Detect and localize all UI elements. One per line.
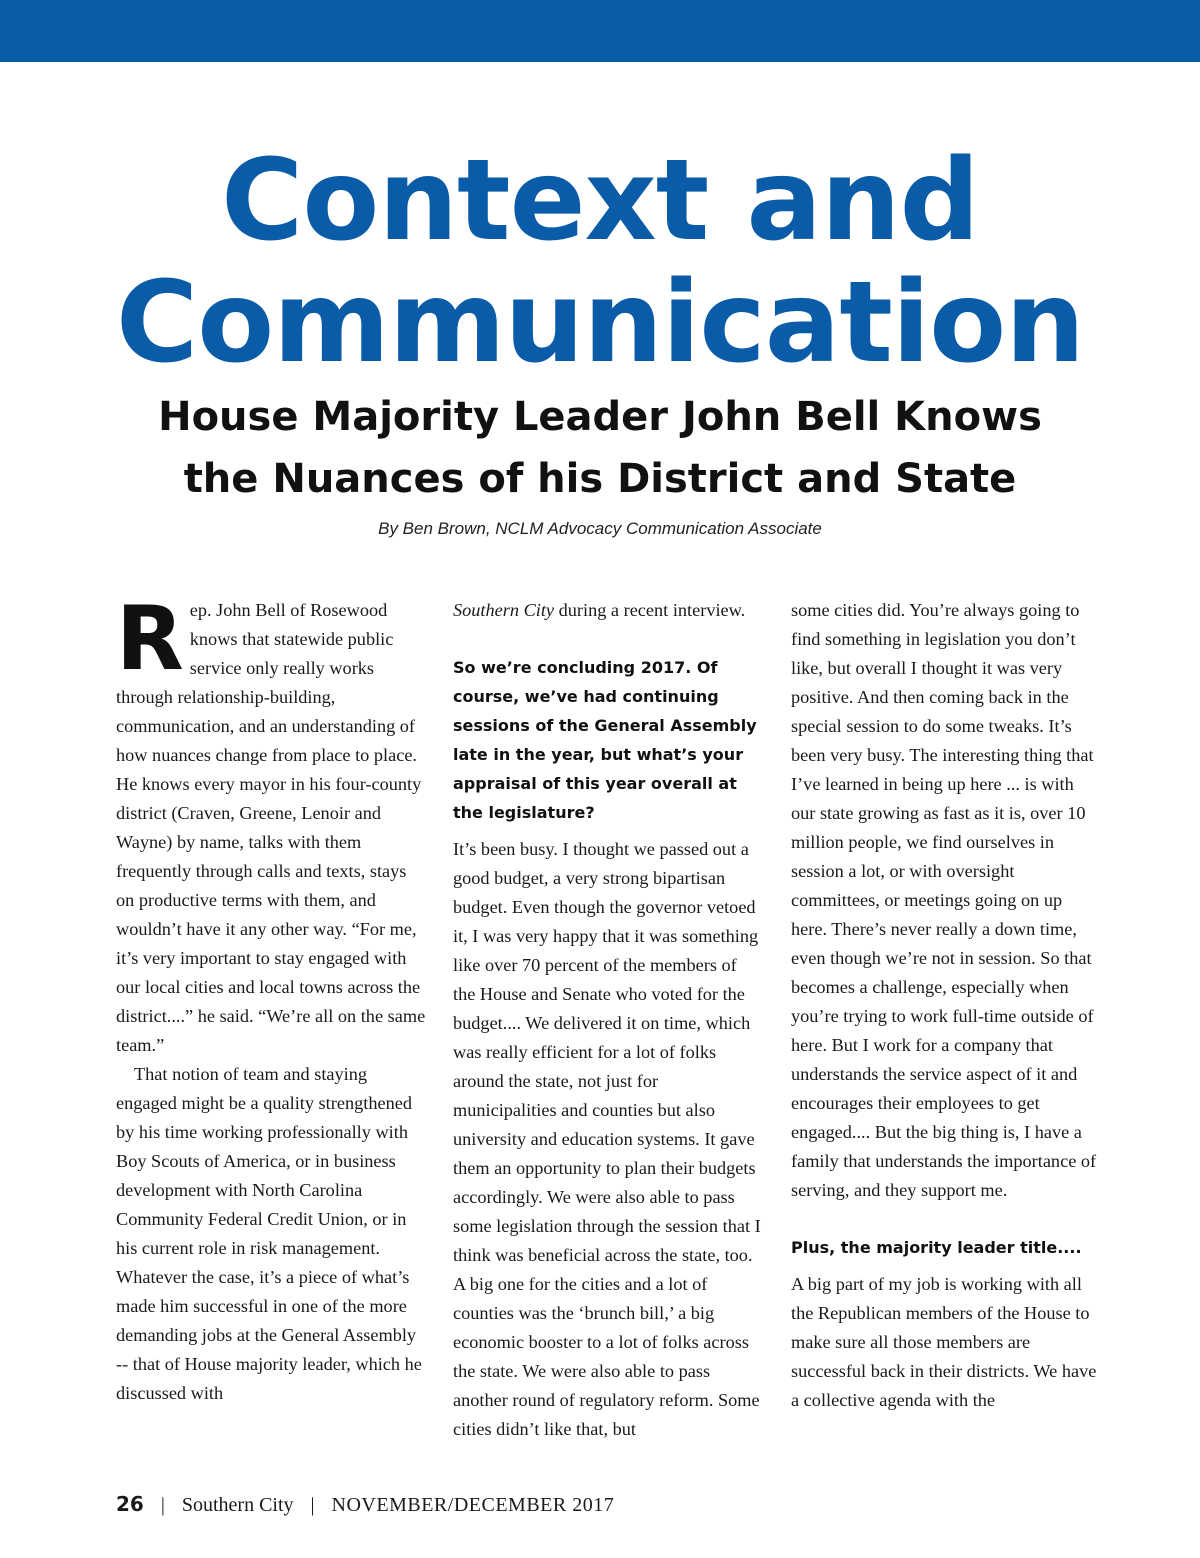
article-column-1 [116,587,426,1408]
byline: By Ben Brown, NCLM Advocacy Communication Associate [378,519,822,538]
interview-answer: some cities did. You’re always going to find something in legislation you don’t like, but overall I thought it was very positive. And then coming back in the special session to do some tweaks. It’s been very busy. The interesting thing that I’ve learned in being up here ... is with our state growing as fast as it is, over 10 million people, we find ourselves in session a lot, or with oversight committees, or meetings going on up here. There’s never really a down time, even though we’re not in session. So that becomes a challenge, especially when you’re trying to work full-time outside of here. But I work for a company that understands the service aspect of it and encourages their employees to get engaged.... But the big thing is, I have a family that understands the importance of serving, and they support me. [791,600,1097,1200]
subtitle-line-2: the Nuances of his District and State [183,456,1017,502]
intro-text: ep. John Bell of Rosewood knows that statewide public service only really works through relationship-building, communication, and an understanding of how nuances change from place to place. He knows every mayor in his four-county district (Craven, Greene, Lenoir and Wayne) by name, talks with them frequently through calls and texts, stays on productive terms with them, and wouldn’t have it any other way. “For me, it’s very important to stay engaged with our local cities and local towns across the district....” he said. “We’re all on the same team.” [116,600,426,1055]
body-paragraph: That notion of team and staying engaged might be a quality strengthened by his time working professionally with Boy Scouts of America, or in business development with North Carolina Community Federal Credit Union, or in his current role in risk management. Whatever the case, it’s a piece of what’s made him successful in one of the more demanding jobs at the General Assembly -- that of House majority leader, which he discussed with [116,1064,422,1403]
article-column-3 [791,596,1101,1415]
magazine-name: Southern City [181,1494,294,1516]
drop-cap: R [116,587,184,690]
title-line-1: Context and [221,136,979,266]
body-text: during a recent interview. [554,600,746,620]
footer-separator: | [310,1494,315,1516]
interview-question: Plus, the majority leader title.... [791,1238,1082,1257]
intro-paragraph [116,587,426,1060]
footer-separator: | [160,1494,165,1516]
body-paragraph [453,596,763,625]
article-title [0,136,1200,388]
interview-answer: A big part of my job is working with all the Republican members of the House to make sure all those members are successful back in their districts. We have a collective agenda with the [791,1274,1097,1410]
top-color-bar [0,0,1200,62]
article-column-2 [453,596,763,1444]
article-subtitle [0,386,1200,510]
interview-answer: It’s been busy. I thought we passed out a good budget, a very strong bipartisan budget. Even though the governor vetoed it, I was very happy that it was something like over 70 percent of the members of the House and Senate who voted for the budget.... We delivered it on time, which was really efficient for a lot of folks around the state, not just for municipalities and counties but also university and education systems. It gave them an opportunity to plan their budgets accordingly. We were also able to pass some legislation through the session that I think was beneficial across the state, too. A big one for the cities and a lot of counties was the ‘brunch bill,’ a big economic booster to a lot of folks across the state. We were also able to pass another round of regulatory reform. Some cities didn’t like that, but [453,839,761,1439]
issue-date: NOVEMBER/DECEMBER 2017 [331,1494,615,1516]
title-line-2: Communication [116,258,1084,388]
interview-question: So we’re concluding 2017. Of course, we’ve had continuing sessions of the General Assembly late in the year, but what’s your appraisal of this year overall at the legislature? [453,658,757,822]
page-number: 26 [116,1492,144,1516]
magazine-name-italic: Southern City [453,600,555,620]
subtitle-line-1: House Majority Leader John Bell Knows [158,394,1042,440]
page-footer [116,1492,614,1517]
